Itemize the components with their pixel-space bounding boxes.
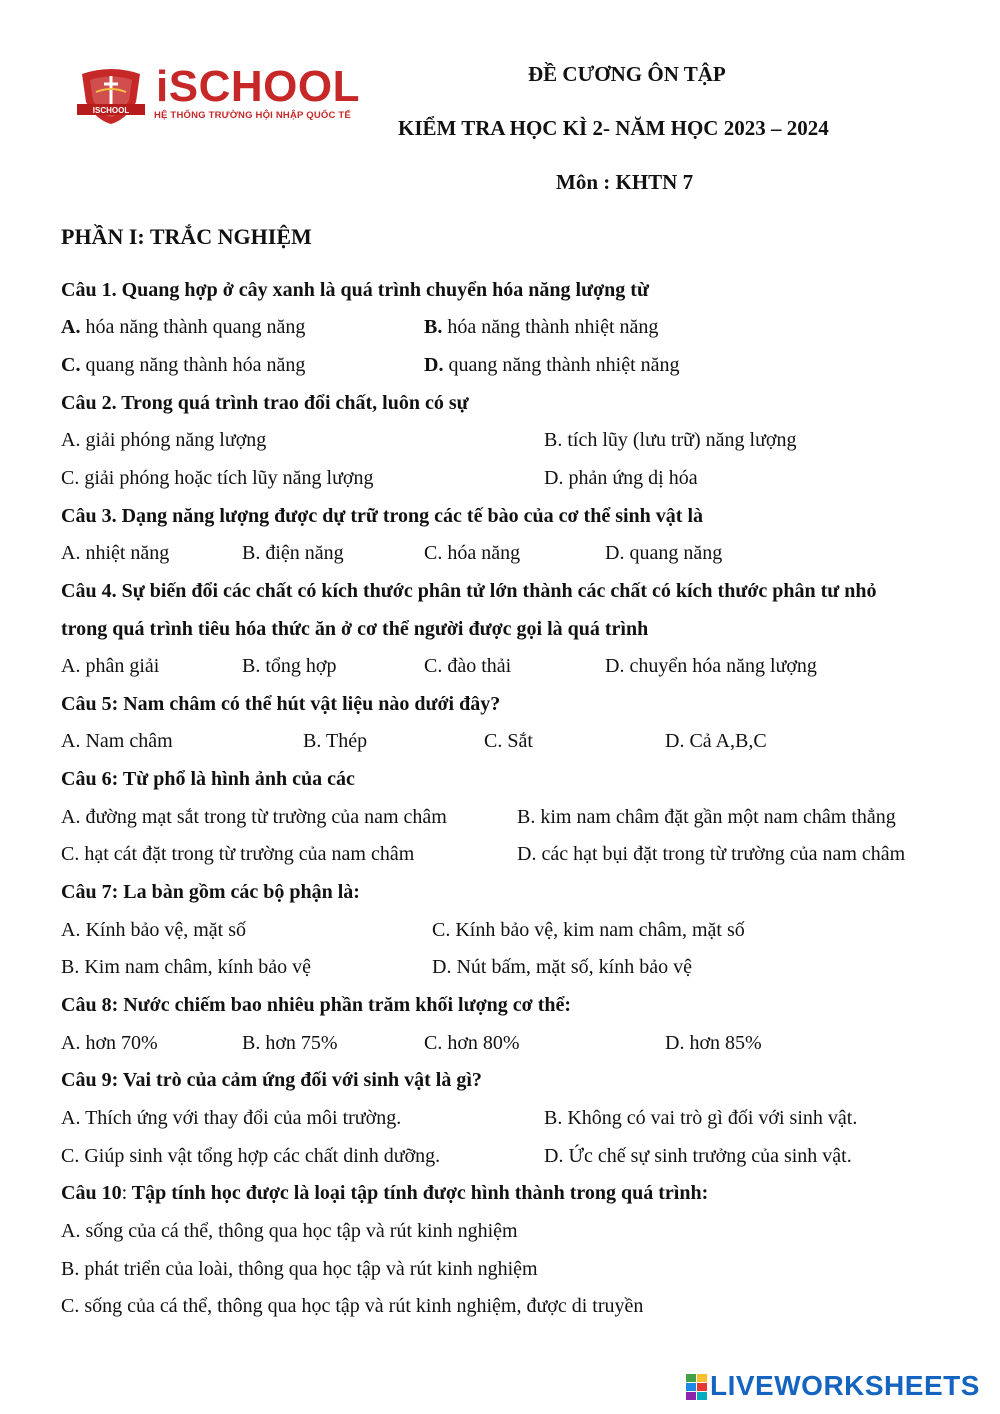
option-8b: B. hơn 75%: [242, 1032, 338, 1054]
option-8c: C. hơn 80%: [424, 1032, 520, 1054]
watermark-text: LIVEWORKSHEETS: [710, 1370, 980, 1401]
question-7: Câu 7: La bàn gồm các bộ phận là:: [61, 881, 360, 903]
option-4a: A. phân giải: [61, 655, 160, 677]
option-9d: D. Ức chế sự sinh trưởng của sinh vật.: [544, 1145, 852, 1167]
question-4-line-2: trong quá trình tiêu hóa thức ăn ở cơ thể người được gọi là quá trình: [61, 618, 649, 640]
option-3c: C. hóa năng: [424, 542, 521, 564]
question-8: Câu 8: Nước chiếm bao nhiêu phần trăm khối lượng cơ thể:: [61, 994, 572, 1016]
option-5a: A. Nam châm: [61, 730, 173, 752]
option-9a: A. Thích ứng với thay đổi của môi trường.: [61, 1107, 402, 1129]
liveworksheets-logo-icon: [686, 1374, 708, 1400]
option-2b: B. tích lũy (lưu trữ) năng lượng: [544, 429, 797, 451]
brand-tagline: HỆ THỐNG TRƯỜNG HỘI NHẬP QUỐC TẾ: [154, 110, 351, 121]
question-5: Câu 5: Nam châm có thể hút vật liệu nào dưới đây?: [61, 693, 501, 715]
option-1b: B. hóa năng thành nhiệt năng: [424, 316, 659, 338]
option-3b: B. điện năng: [242, 542, 344, 564]
option-8d: D. hơn 85%: [665, 1032, 762, 1054]
option-10a: A. sống của cá thể, thông qua học tập và rút kinh nghiệm: [61, 1220, 518, 1242]
option-6d: D. các hạt bụi đặt trong từ trường của nam châm: [517, 843, 906, 865]
question-10: Câu 10: Tập tính học được là loại tập tính được hình thành trong quá trình:: [61, 1182, 709, 1204]
option-7b: B. Kim nam châm, kính bảo vệ: [61, 956, 311, 978]
option-6c: C. hạt cát đặt trong từ trường của nam châm: [61, 843, 415, 865]
question-1: Câu 1. Quang hợp ở cây xanh là quá trình chuyển hóa năng lượng từ: [61, 279, 649, 301]
option-3d: D. quang năng: [605, 542, 723, 564]
option-9b: B. Không có vai trò gì đối với sinh vật.: [544, 1107, 858, 1129]
option-4b: B. tổng hợp: [242, 655, 337, 677]
school-logo: [70, 60, 360, 130]
option-2c: C. giải phóng hoặc tích lũy năng lượng: [61, 467, 374, 489]
question-6: Câu 6: Từ phổ là hình ảnh của các: [61, 768, 355, 790]
option-1c: C. quang năng thành hóa năng: [61, 354, 306, 376]
option-7c: C. Kính bảo vệ, kim nam châm, mặt số: [432, 919, 745, 941]
doc-title-line-1: ĐỀ CƯƠNG ÔN TẬP: [528, 62, 726, 86]
doc-title-line-2: KIỂM TRA HỌC KÌ 2- NĂM HỌC 2023 – 2024: [398, 116, 829, 140]
option-6a: A. đường mạt sắt trong từ trường của nam châm: [61, 806, 447, 828]
question-3: Câu 3. Dạng năng lượng được dự trữ trong các tế bào của cơ thể sinh vật là: [61, 505, 704, 527]
option-10b: B. phát triển của loài, thông qua học tập và rút kinh nghiệm: [61, 1258, 538, 1280]
option-1a: A. hóa năng thành quang năng: [61, 316, 306, 338]
liveworksheets-watermark[interactable]: [686, 1372, 986, 1404]
option-5d: D. Cả A,B,C: [665, 730, 767, 752]
option-5c: C. Sắt: [484, 730, 533, 752]
option-7a: A. Kính bảo vệ, mặt số: [61, 919, 246, 941]
option-10c: C. sống của cá thể, thông qua học tập và rút kinh nghiệm, được di truyền: [61, 1295, 644, 1317]
svg-text:ISCHOOL: ISCHOOL: [92, 106, 130, 115]
option-2d: D. phản ứng dị hóa: [544, 467, 698, 489]
option-9c: C. Giúp sinh vật tổng hợp các chất dinh dưỡng.: [61, 1145, 441, 1167]
option-4c: C. đào thải: [424, 655, 512, 677]
option-3a: A. nhiệt năng: [61, 542, 170, 564]
option-5b: B. Thép: [303, 730, 368, 752]
shield-logo-icon: [76, 64, 146, 126]
option-2a: A. giải phóng năng lượng: [61, 429, 267, 451]
question-4-line-1: Câu 4. Sự biến đổi các chất có kích thước phân tử lớn thành các chất có kích thước phân tư nhỏ: [61, 580, 877, 602]
doc-subject: Môn : KHTN 7: [556, 170, 694, 194]
question-9: Câu 9: Vai trò của cảm ứng đối với sinh vật là gì?: [61, 1069, 482, 1091]
option-1d: D. quang năng thành nhiệt năng: [424, 354, 680, 376]
option-8a: A. hơn 70%: [61, 1032, 158, 1054]
option-6b: B. kim nam châm đặt gần một nam châm thẳng: [517, 806, 896, 828]
option-7d: D. Nút bấm, mặt số, kính bảo vệ: [432, 956, 692, 978]
brand-name: iSCHOOL: [156, 62, 360, 111]
question-2: Câu 2. Trong quá trình trao đổi chất, luôn có sự: [61, 392, 469, 414]
option-4d: D. chuyển hóa năng lượng: [605, 655, 817, 677]
section-title: PHẦN I: TRẮC NGHIỆM: [61, 224, 312, 249]
